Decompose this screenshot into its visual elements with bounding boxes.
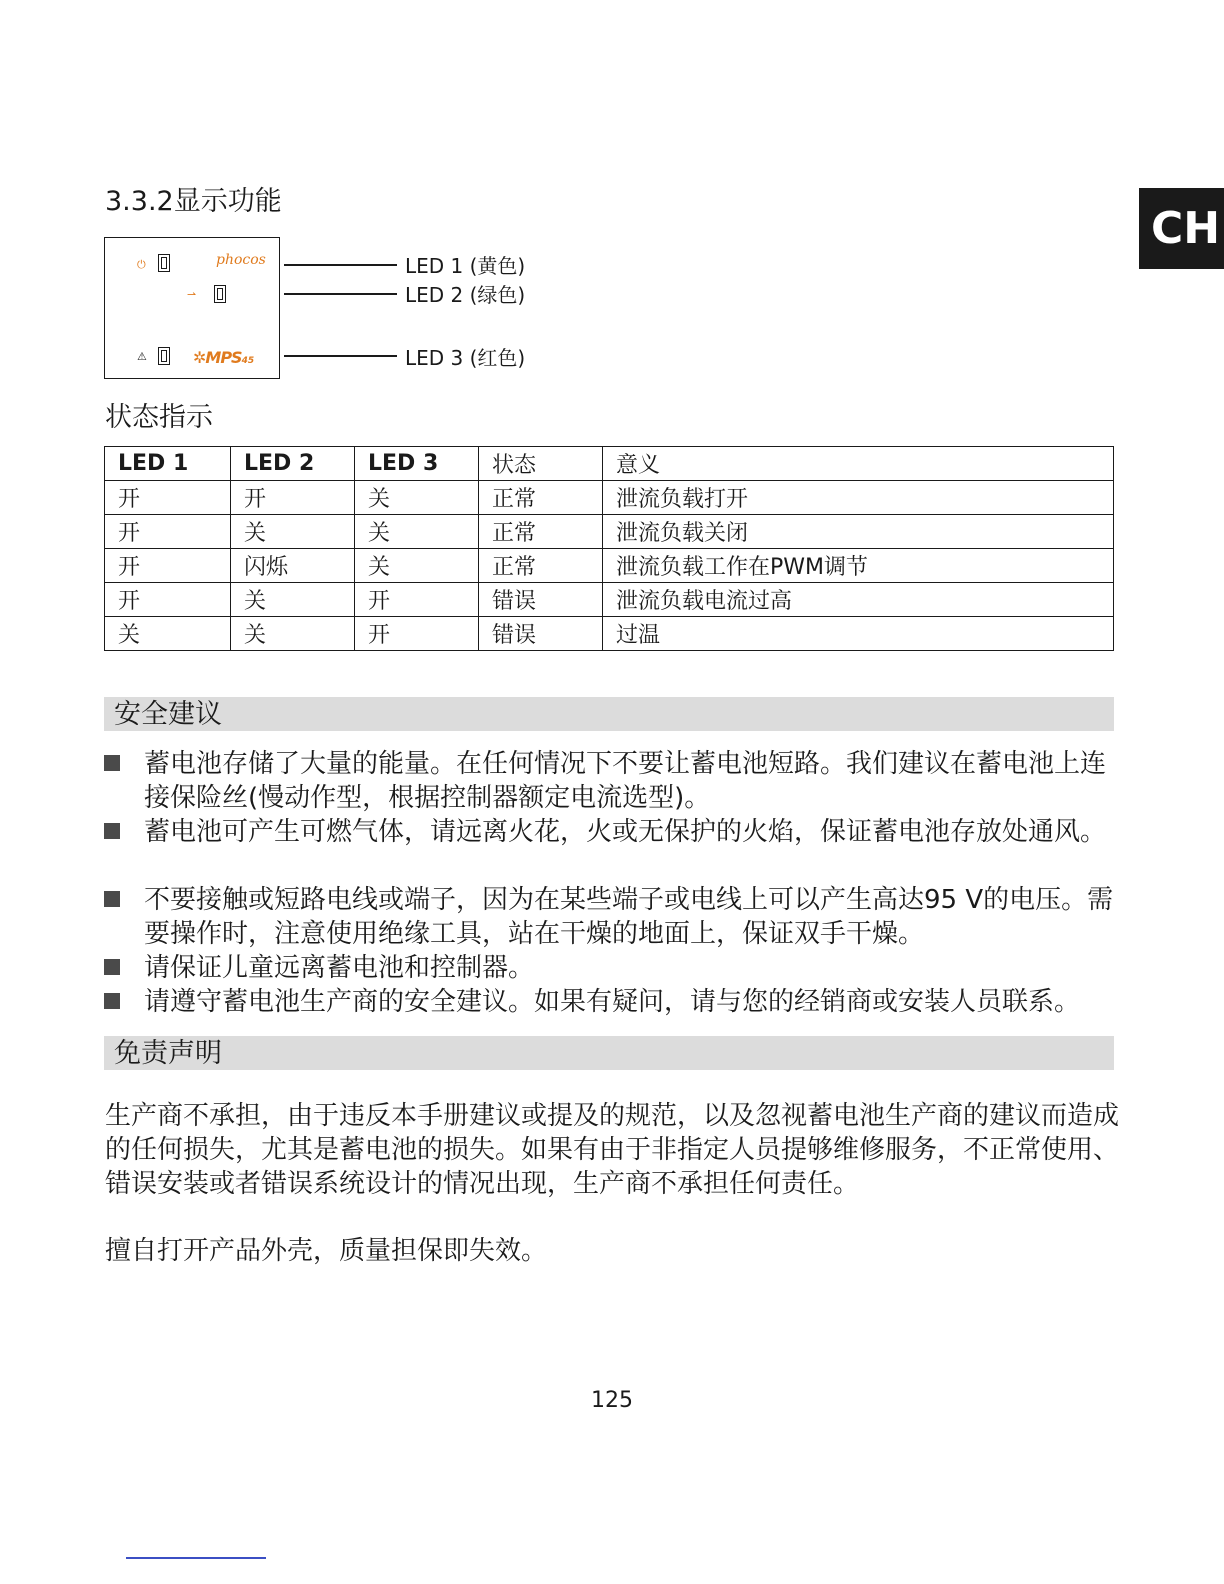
list-item-text: 请遵守蓄电池生产商的安全建议。如果有疑问，请与您的经销商或安装人员联系。 <box>144 987 1081 1017</box>
table-cell: 开 <box>105 549 231 583</box>
leader-line-2 <box>284 293 397 295</box>
list-item-text: 不要接触或短路电线或端子，因为在某些端子或电线上可以产生高达95 V的电压。需要操作时，注意使用绝缘工具，站在干燥的地面上，保证双手干燥。 <box>144 885 1114 949</box>
model-name: MPS <box>205 348 242 367</box>
list-item-text: 蓄电池存储了大量的能量。在任何情况下不要让蓄电池短路。我们建议在蓄电池上连接保险丝(慢动作型，根据控制器额定电流选型)。 <box>144 749 1107 813</box>
table-cell: 泄流负载关闭 <box>603 515 1114 549</box>
list-item-text: 请保证儿童远离蓄电池和控制器。 <box>144 953 535 983</box>
table-cell: 过温 <box>603 617 1114 651</box>
footer-rule <box>126 1557 266 1559</box>
led-3-indicator <box>158 347 170 365</box>
language-tab: CH <box>1139 188 1224 269</box>
list-item <box>104 883 1114 951</box>
model-logo <box>193 348 254 367</box>
model-sub: 45 <box>241 356 255 366</box>
leader-line-3 <box>284 355 397 357</box>
led-3-label: LED 3 (红色) <box>405 346 526 370</box>
table-cell: 正常 <box>479 515 603 549</box>
table-row <box>105 617 1114 651</box>
list-item-text: 蓄电池可产生可燃气体，请远离火花，火或无保护的火焰，保证蓄电池存放处通风。 <box>144 817 1107 847</box>
leader-line-1 <box>284 264 397 266</box>
status-title: 状态指示 <box>105 402 213 433</box>
power-icon: ⏻ <box>137 258 146 271</box>
col-meaning-header: 意义 <box>603 447 1114 481</box>
col-led3-header: LED 3 <box>355 447 479 481</box>
table-cell: 泄流负载电流过高 <box>603 583 1114 617</box>
table-row <box>105 549 1114 583</box>
warranty-note: 擅自打开产品外壳，质量担保即失效。 <box>105 1236 548 1266</box>
list-item <box>104 747 1114 815</box>
table-cell: 开 <box>355 583 479 617</box>
disclaimer-paragraph: 生产商不承担，由于违反本手册建议或提及的规范，以及忽视蓄电池生产商的建议而造成的任何损失，尤其是蓄电池的损失。如果有由于非指定人员提够维修服务，不正常使用、错误安装或者错误系统设计的情况出现，生产商不承担任何责任。 <box>105 1101 1120 1199</box>
table-cell: 开 <box>355 617 479 651</box>
table-cell: 关 <box>355 549 479 583</box>
led-status-table <box>104 446 1114 651</box>
table-cell: 关 <box>231 583 355 617</box>
list-item <box>104 985 1114 1019</box>
section-heading: 3.3.2显示功能 <box>105 186 282 217</box>
table-cell: 开 <box>231 481 355 515</box>
table-cell: 开 <box>105 583 231 617</box>
brand-logo: phocos <box>216 252 266 268</box>
table-cell: 泄流负载工作在PWM调节 <box>603 549 1114 583</box>
table-cell: 关 <box>355 515 479 549</box>
controller-panel <box>104 237 280 379</box>
mps-logo-icon: ✲ <box>193 348 206 367</box>
table-cell: 开 <box>105 515 231 549</box>
page-number: 125 <box>591 1388 633 1413</box>
list-item <box>104 951 1114 985</box>
bullet-square-icon <box>104 823 120 839</box>
table-row <box>105 583 1114 617</box>
bullet-square-icon <box>104 993 120 1009</box>
table-cell: 关 <box>105 617 231 651</box>
col-led2-header: LED 2 <box>231 447 355 481</box>
table-cell: 正常 <box>479 481 603 515</box>
arrow-icon: ⇀ <box>187 288 197 301</box>
col-led1-header: LED 1 <box>105 447 231 481</box>
disclaimer-heading: 免责声明 <box>104 1036 1114 1070</box>
table-cell: 关 <box>355 481 479 515</box>
table-cell: 闪烁 <box>231 549 355 583</box>
bullet-square-icon <box>104 891 120 907</box>
table-row <box>105 481 1114 515</box>
bullet-square-icon <box>104 959 120 975</box>
table-cell: 错误 <box>479 617 603 651</box>
table-cell: 关 <box>231 515 355 549</box>
table-cell: 开 <box>105 481 231 515</box>
led-2-indicator <box>214 285 226 303</box>
table-cell: 错误 <box>479 583 603 617</box>
table-row <box>105 515 1114 549</box>
led-1-indicator <box>158 254 170 272</box>
list-item <box>104 815 1114 883</box>
table-cell: 泄流负载打开 <box>603 481 1114 515</box>
table-cell: 关 <box>231 617 355 651</box>
safety-heading: 安全建议 <box>104 697 1114 731</box>
table-header-row <box>105 447 1114 481</box>
table-cell: 正常 <box>479 549 603 583</box>
col-status-header: 状态 <box>479 447 603 481</box>
warning-icon: ⚠ <box>137 350 147 363</box>
led-2-label: LED 2 (绿色) <box>405 283 526 307</box>
led-1-label: LED 1 (黄色) <box>405 254 526 278</box>
bullet-square-icon <box>104 755 120 771</box>
